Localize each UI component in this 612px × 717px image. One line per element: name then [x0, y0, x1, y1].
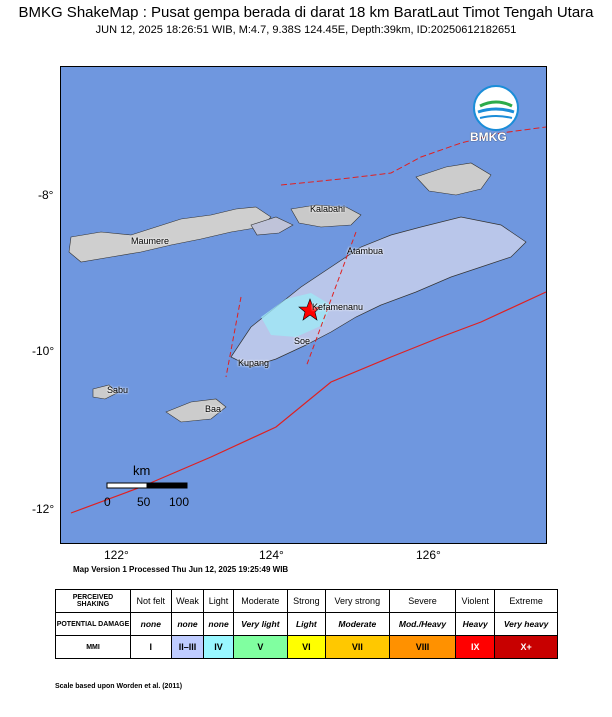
mmi-cell: V [233, 636, 287, 659]
timor-island [231, 217, 526, 367]
scale-label: 0 [104, 495, 111, 509]
mmi-cell: I [131, 636, 172, 659]
mmi-cell: IV [204, 636, 233, 659]
city-label: Sabu [107, 385, 129, 395]
intensity-legend [55, 589, 558, 659]
shaking-cell: Severe [389, 590, 455, 613]
flores-island [69, 207, 271, 262]
damage-cell: Very heavy [495, 613, 558, 636]
shaking-row [56, 590, 558, 613]
shaking-cell: Extreme [495, 590, 558, 613]
shaking-cell: Light [204, 590, 233, 613]
scale-label: 100 [169, 495, 190, 509]
scale-bar [105, 463, 195, 493]
city-label: Baa [205, 404, 222, 414]
shaking-cell: Strong [287, 590, 325, 613]
mmi-cell: X+ [495, 636, 558, 659]
lon-tick: 126° [416, 548, 441, 562]
damage-row [56, 613, 558, 636]
row-header: MMI [56, 636, 131, 659]
mmi-cell: IX [456, 636, 495, 659]
city-label: Kefamenanu [312, 302, 364, 312]
logo-text: BMKG [470, 130, 507, 144]
mmi-cell: VII [325, 636, 389, 659]
lat-tick: -8° [38, 188, 54, 202]
row-header: PERCEIVED SHAKING [56, 590, 131, 613]
lat-tick: -12° [32, 502, 55, 516]
shaking-cell: Weak [171, 590, 204, 613]
damage-cell: none [131, 613, 172, 636]
mmi-cell: VI [287, 636, 325, 659]
mmi-cell: II–III [171, 636, 204, 659]
shaking-cell: Violent [456, 590, 495, 613]
scale-unit: km [133, 463, 151, 478]
damage-cell: Moderate [325, 613, 389, 636]
city-label: Maumere [131, 236, 170, 246]
damage-cell: none [171, 613, 204, 636]
shaking-cell: Not felt [131, 590, 172, 613]
scale-note: Scale based upon Worden et al. (2011) [55, 683, 183, 690]
city-label: Soe [294, 336, 311, 346]
lat-tick: -10° [32, 344, 55, 358]
event-details: JUN 12, 2025 18:26:51 WIB, M:4.7, 9.38S 124.45E, Depth:39km, ID:20250612182651 [95, 24, 517, 36]
scale-label: 50 [137, 495, 151, 509]
lon-tick: 122° [104, 548, 129, 562]
damage-cell: none [204, 613, 233, 636]
damage-cell: Very light [233, 613, 287, 636]
mmi-cell: VIII [389, 636, 455, 659]
city-label: Kupang [238, 358, 270, 368]
damage-cell: Heavy [456, 613, 495, 636]
map-title: BMKG ShakeMap : Pusat gempa berada di darat 18 km BaratLaut Timot Tengah Utara [18, 4, 594, 21]
city-label: Kalabahi [310, 204, 346, 214]
row-header: POTENTIAL DAMAGE [56, 613, 131, 636]
shaking-cell: Moderate [233, 590, 287, 613]
lon-tick: 124° [259, 548, 284, 562]
processed-note: Map Version 1 Processed Thu Jun 12, 2025 19:25:49 WIB [73, 565, 289, 574]
city-label: Atambua [347, 246, 384, 256]
mmi-row [56, 636, 558, 659]
damage-cell: Light [287, 613, 325, 636]
wetar-island [416, 163, 491, 195]
shaking-cell: Very strong [325, 590, 389, 613]
damage-cell: Mod./Heavy [389, 613, 455, 636]
